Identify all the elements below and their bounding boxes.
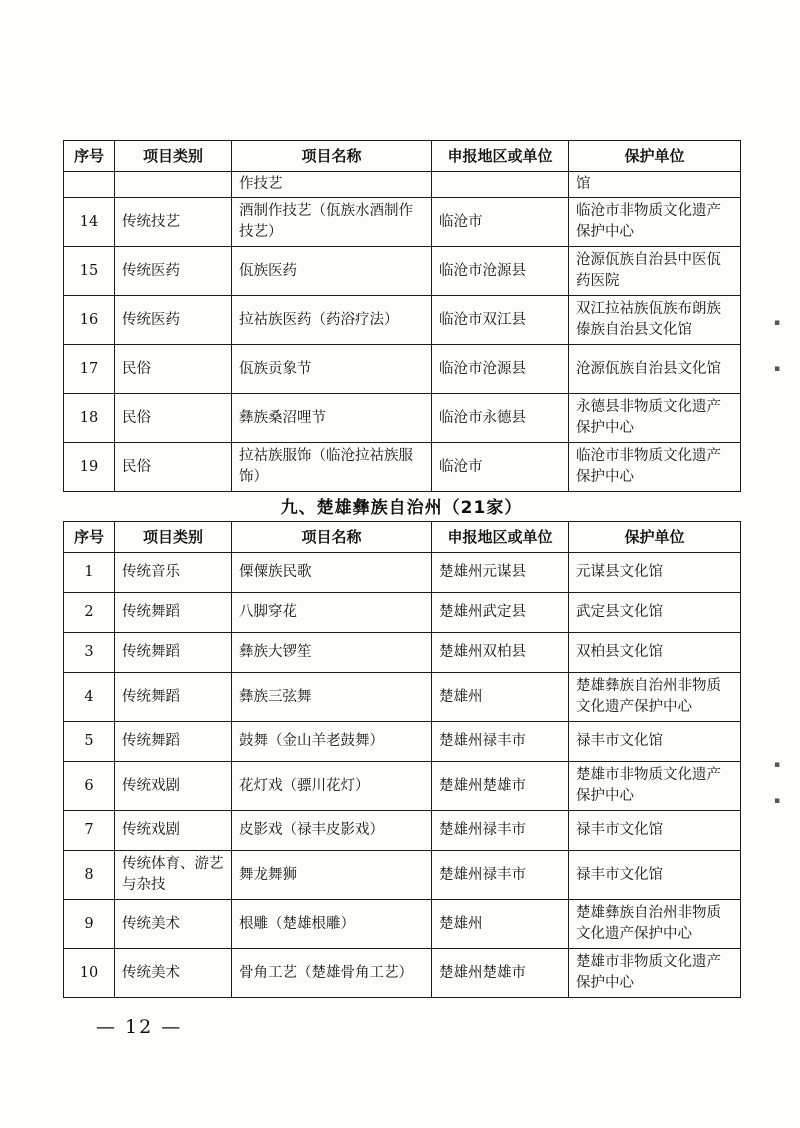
cell-region: 临沧市双江县 [432,296,569,345]
cell-category: 民俗 [115,394,232,443]
cell-project-name: 皮影戏（禄丰皮影戏） [232,811,432,851]
cell-category: 传统医药 [115,296,232,345]
cell-protection-unit: 禄丰市文化馆 [569,722,741,762]
cell-category: 传统舞蹈 [115,593,232,633]
cell-index: 17 [64,345,115,394]
cell-region: 楚雄州武定县 [432,593,569,633]
table-row [64,949,741,998]
table-row [64,900,741,949]
cell-protection-unit: 临沧市非物质文化遗产保护中心 [569,198,741,247]
cell-protection-unit: 楚雄市非物质文化遗产保护中心 [569,762,741,811]
cell-index: 1 [64,553,115,593]
cell-region: 临沧市 [432,198,569,247]
cell-project-name: 作技艺 [232,172,432,198]
cell-region: 临沧市永德县 [432,394,569,443]
cell-project-name: 拉祜族医药（药浴疗法） [232,296,432,345]
cell-region: 楚雄州禄丰市 [432,722,569,762]
cell-category: 传统舞蹈 [115,673,232,722]
binding-hole-mark: ▪ [774,796,781,806]
cell-project-name: 彝族三弦舞 [232,673,432,722]
cell-index: 3 [64,633,115,673]
header-protection-unit: 保护单位 [569,141,741,172]
header-index: 序号 [64,141,115,172]
cell-region: 临沧市沧源县 [432,247,569,296]
cell-category: 传统体育、游艺与杂技 [115,851,232,900]
cell-index: 7 [64,811,115,851]
heritage-table-chuxiong [63,521,741,998]
cell-category: 传统美术 [115,949,232,998]
cell-protection-unit: 永德县非物质文化遗产保护中心 [569,394,741,443]
cell-region: 楚雄州元谋县 [432,553,569,593]
cell-index: 2 [64,593,115,633]
cell-region: 楚雄州 [432,673,569,722]
header-region: 申报地区或单位 [432,141,569,172]
cell-protection-unit: 禄丰市文化馆 [569,811,741,851]
cell-index: 5 [64,722,115,762]
cell-category: 传统舞蹈 [115,722,232,762]
cell-project-name: 酒制作技艺（佤族水酒制作技艺） [232,198,432,247]
header-category: 项目类别 [115,522,232,553]
cell-index [64,172,115,198]
cell-project-name: 彝族大锣笙 [232,633,432,673]
table-row [64,673,741,722]
cell-category: 传统戏剧 [115,762,232,811]
cell-protection-unit: 元谋县文化馆 [569,553,741,593]
cell-index: 6 [64,762,115,811]
cell-project-name: 佤族医药 [232,247,432,296]
cell-region: 楚雄州禄丰市 [432,851,569,900]
cell-project-name: 彝族桑沼哩节 [232,394,432,443]
table-row [64,811,741,851]
header-project-name: 项目名称 [232,522,432,553]
header-project-name: 项目名称 [232,141,432,172]
cell-category: 传统戏剧 [115,811,232,851]
cell-protection-unit: 武定县文化馆 [569,593,741,633]
cell-category: 传统舞蹈 [115,633,232,673]
cell-region: 楚雄州楚雄市 [432,762,569,811]
cell-region: 临沧市沧源县 [432,345,569,394]
cell-index: 19 [64,443,115,492]
cell-index: 8 [64,851,115,900]
table-row [64,722,741,762]
cell-index: 10 [64,949,115,998]
cell-project-name: 鼓舞（金山羊老鼓舞） [232,722,432,762]
cell-category [115,172,232,198]
table-row [64,633,741,673]
cell-project-name: 拉祜族服饰（临沧拉祜族服饰） [232,443,432,492]
heritage-table-lincang [63,140,741,492]
cell-protection-unit: 楚雄彝族自治州非物质文化遗产保护中心 [569,900,741,949]
table-row [64,247,741,296]
binding-hole-mark: ▪ [774,364,781,374]
cell-category: 传统医药 [115,247,232,296]
cell-category: 民俗 [115,345,232,394]
cell-project-name: 舞龙舞狮 [232,851,432,900]
table-row [64,198,741,247]
header-index: 序号 [64,522,115,553]
header-protection-unit: 保护单位 [569,522,741,553]
table-header-row [64,522,741,553]
page-number: — 12 — [96,1016,183,1038]
cell-protection-unit: 楚雄市非物质文化遗产保护中心 [569,949,741,998]
cell-index: 15 [64,247,115,296]
cell-index: 14 [64,198,115,247]
table-header-row [64,141,741,172]
table-row [64,553,741,593]
table-row [64,394,741,443]
table-row [64,345,741,394]
cell-region: 临沧市 [432,443,569,492]
table-row [64,443,741,492]
table-row [64,593,741,633]
cell-protection-unit: 楚雄彝族自治州非物质文化遗产保护中心 [569,673,741,722]
cell-category: 传统音乐 [115,553,232,593]
cell-protection-unit: 沧源佤族自治县中医佤药医院 [569,247,741,296]
binding-hole-mark: ▪ [774,760,781,770]
cell-protection-unit: 临沧市非物质文化遗产保护中心 [569,443,741,492]
cell-region: 楚雄州楚雄市 [432,949,569,998]
section-title: 九、楚雄彝族自治州（21家） [280,498,523,518]
cell-protection-unit: 双江拉祜族佤族布朗族傣族自治县文化馆 [569,296,741,345]
binding-hole-mark: ▪ [774,318,781,328]
cell-region: 楚雄州禄丰市 [432,811,569,851]
cell-protection-unit: 沧源佤族自治县文化馆 [569,345,741,394]
cell-project-name: 花灯戏（骠川花灯） [232,762,432,811]
cell-protection-unit: 馆 [569,172,741,198]
cell-project-name: 根雕（楚雄根雕） [232,900,432,949]
header-region: 申报地区或单位 [432,522,569,553]
cell-project-name: 傈僳族民歌 [232,553,432,593]
cell-category: 传统技艺 [115,198,232,247]
cell-index: 16 [64,296,115,345]
cell-category: 传统美术 [115,900,232,949]
table-row [64,851,741,900]
cell-region [432,172,569,198]
cell-category: 民俗 [115,443,232,492]
cell-index: 9 [64,900,115,949]
cell-index: 4 [64,673,115,722]
table-row [64,296,741,345]
cell-project-name: 佤族贡象节 [232,345,432,394]
cell-protection-unit: 双柏县文化馆 [569,633,741,673]
cell-region: 楚雄州 [432,900,569,949]
cell-index: 18 [64,394,115,443]
cell-protection-unit: 禄丰市文化馆 [569,851,741,900]
cell-region: 楚雄州双柏县 [432,633,569,673]
header-category: 项目类别 [115,141,232,172]
table-row [64,172,741,198]
cell-project-name: 骨角工艺（楚雄骨角工艺） [232,949,432,998]
cell-project-name: 八脚穿花 [232,593,432,633]
table-row [64,762,741,811]
